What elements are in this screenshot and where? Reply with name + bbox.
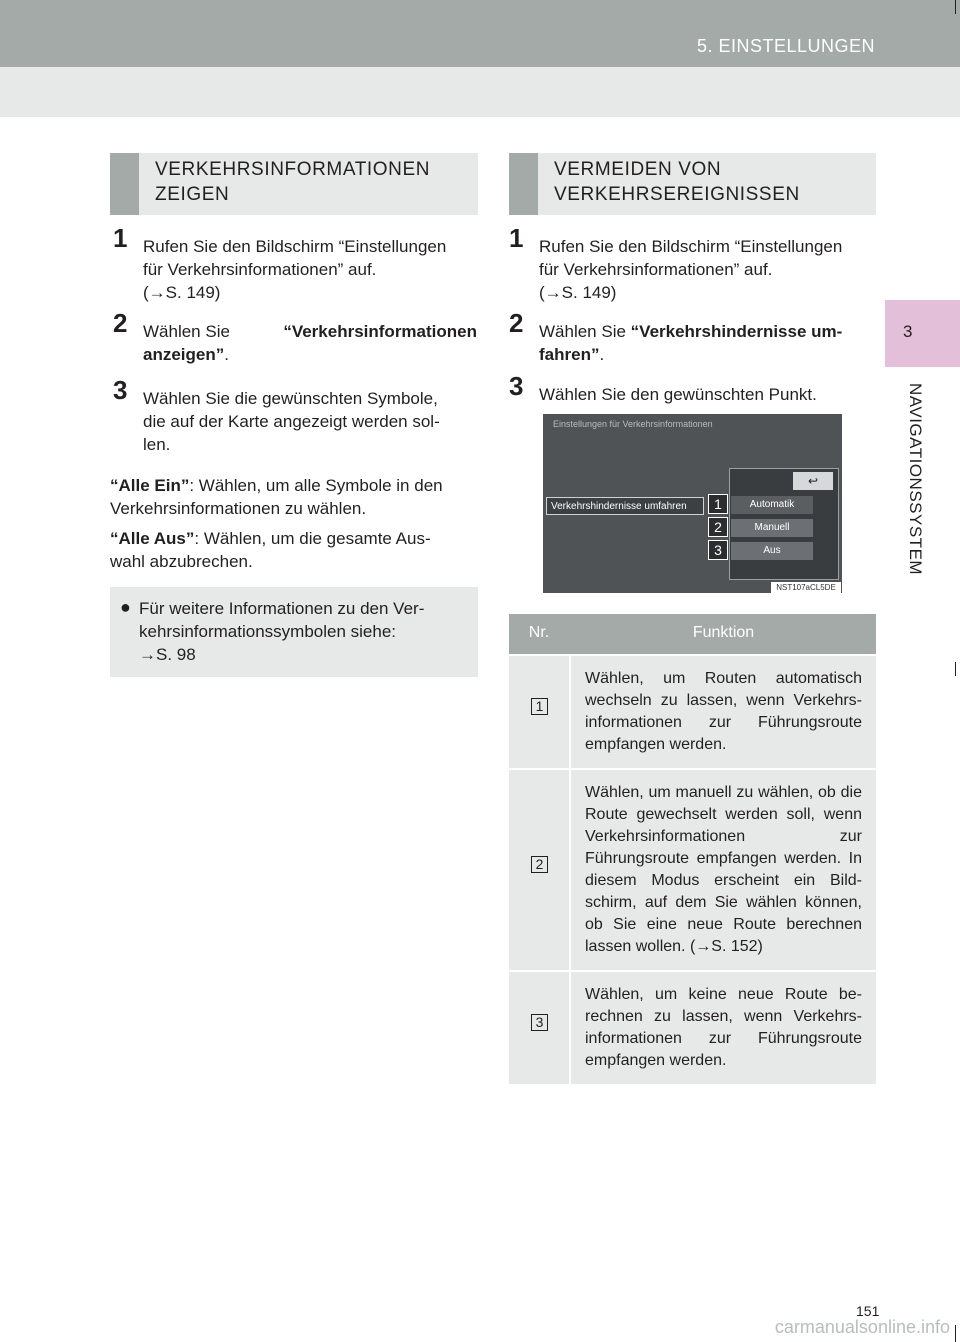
step-text: die auf der Karte angezeigt werden sol- [143, 412, 440, 431]
option-aus[interactable]: Aus [731, 542, 813, 560]
table-header [509, 614, 876, 654]
figure-code: NST107aCL5DE [771, 582, 841, 593]
option-automatik[interactable]: Automatik [731, 496, 813, 514]
row-number: 1 [531, 698, 548, 715]
step-number: 3 [113, 375, 128, 405]
step-text: len. [143, 435, 171, 454]
header-subbar [0, 67, 960, 117]
step-number: 2 [509, 308, 524, 338]
table-row [509, 768, 876, 970]
step-text: für Verkehrsinformationen” auf. [539, 260, 773, 279]
crop-mark [955, 662, 956, 676]
heading-line: VERKEHRSEREIGNISSEN [554, 184, 800, 205]
callout-badge: 2 [708, 517, 728, 537]
screenshot-figure [543, 414, 842, 593]
header-funktion: Funktion [692, 624, 755, 641]
alle-aus-label: “Alle Aus” [110, 529, 195, 548]
step-text: Wählen Sie [143, 322, 230, 341]
chapter-tab-label: NAVIGATIONSSYSTEM [906, 383, 925, 576]
alle-ein-label: “Alle Ein” [110, 476, 190, 495]
table-row [509, 970, 876, 1084]
step-number: 1 [509, 223, 524, 253]
screen-title: Einstellungen für Verkehrsinformationen [553, 419, 713, 429]
row-text: Wählen, um keine neue Route be-rechnen zu lassen, wenn Verkehrs-informationen zur Führungsroute empfangen werden. [585, 986, 862, 1069]
header-nr: Nr. [528, 624, 550, 641]
chapter-tab-number: 3 [903, 322, 913, 341]
option-manuell[interactable]: Manuell [731, 519, 813, 537]
page-number: 151 [856, 1303, 880, 1319]
step-number: 3 [509, 371, 524, 401]
step-text: Rufen Sie den Bildschirm “Einstellungen [143, 237, 447, 256]
heading-line: VERMEIDEN VON [554, 159, 722, 180]
info-note: ● Für weitere Informationen zu den Ver- kehrsinformationssymbolen siehe: →S. 98 [110, 587, 478, 677]
callout-badge: 3 [708, 540, 728, 560]
callout-badge: 1 [708, 494, 728, 514]
section-heading-left [110, 153, 478, 215]
step-text: Wählen Sie [539, 322, 626, 341]
chapter-title: 5. EINSTELLUNGEN [696, 36, 875, 56]
row-text: Wählen, um Routen automatisch wechseln zu lassen, wenn Verkehrs-informationen zur Führungsroute empfangen werden. [585, 670, 862, 753]
step-option: anzeigen” [143, 345, 225, 364]
row-text: Wählen, um manuell zu wählen, ob die Route gewechselt werden soll, wenn Verkehrsinformationen zur Führungsroute empfangen werden. In diesem Modus erscheint ein Bild-schirm, auf dem Sie wählen können, ob Sie eine neue Route berechnen lassen wollen. (→S. 152) [585, 784, 862, 955]
row-number: 3 [531, 1014, 548, 1031]
function-table [509, 614, 876, 1084]
step-text: für Verkehrsinformationen” auf. [143, 260, 377, 279]
avoid-traffic-label: Verkehrshindernisse umfahren [546, 497, 704, 515]
section-heading-right [509, 153, 876, 215]
heading-bar [110, 153, 139, 215]
step-text: Wählen Sie die gewünschten Symbole, [143, 389, 438, 408]
table-row [509, 654, 876, 768]
watermark: carmanualsonline.info [774, 1317, 950, 1337]
crop-mark [955, 0, 956, 14]
step-option: “Verkehrsinformationen [283, 322, 477, 341]
back-icon[interactable]: ↩ [793, 472, 833, 490]
heading-line: VERKEHRSINFORMATIONEN [155, 159, 431, 180]
header-bar [0, 0, 960, 67]
step-option: “Verkehrshindernisse um- [630, 322, 843, 341]
bullet-icon: ● [120, 597, 131, 617]
step-text: (→S. 149) [539, 283, 617, 302]
chapter-tab [885, 300, 960, 367]
alle-aus-paragraph: “Alle Aus”: Wählen, um die gesamte Aus- wahl abzubrechen. [110, 529, 431, 571]
row-number: 2 [531, 856, 548, 873]
alle-ein-paragraph: “Alle Ein”: Wählen, um alle Symbole in den Verkehrsinformationen zu wählen. [110, 476, 443, 518]
heading-line: ZEIGEN [155, 184, 230, 205]
step-text: Wählen Sie den gewünschten Punkt. [539, 385, 817, 404]
step-option: fahren” [539, 345, 600, 364]
heading-bar [509, 153, 538, 215]
crop-mark [955, 1325, 956, 1342]
step-number: 2 [113, 308, 128, 338]
step-text: (→S. 149) [143, 283, 221, 302]
step-number: 1 [113, 223, 128, 253]
step-text: Rufen Sie den Bildschirm “Einstellungen [539, 237, 843, 256]
